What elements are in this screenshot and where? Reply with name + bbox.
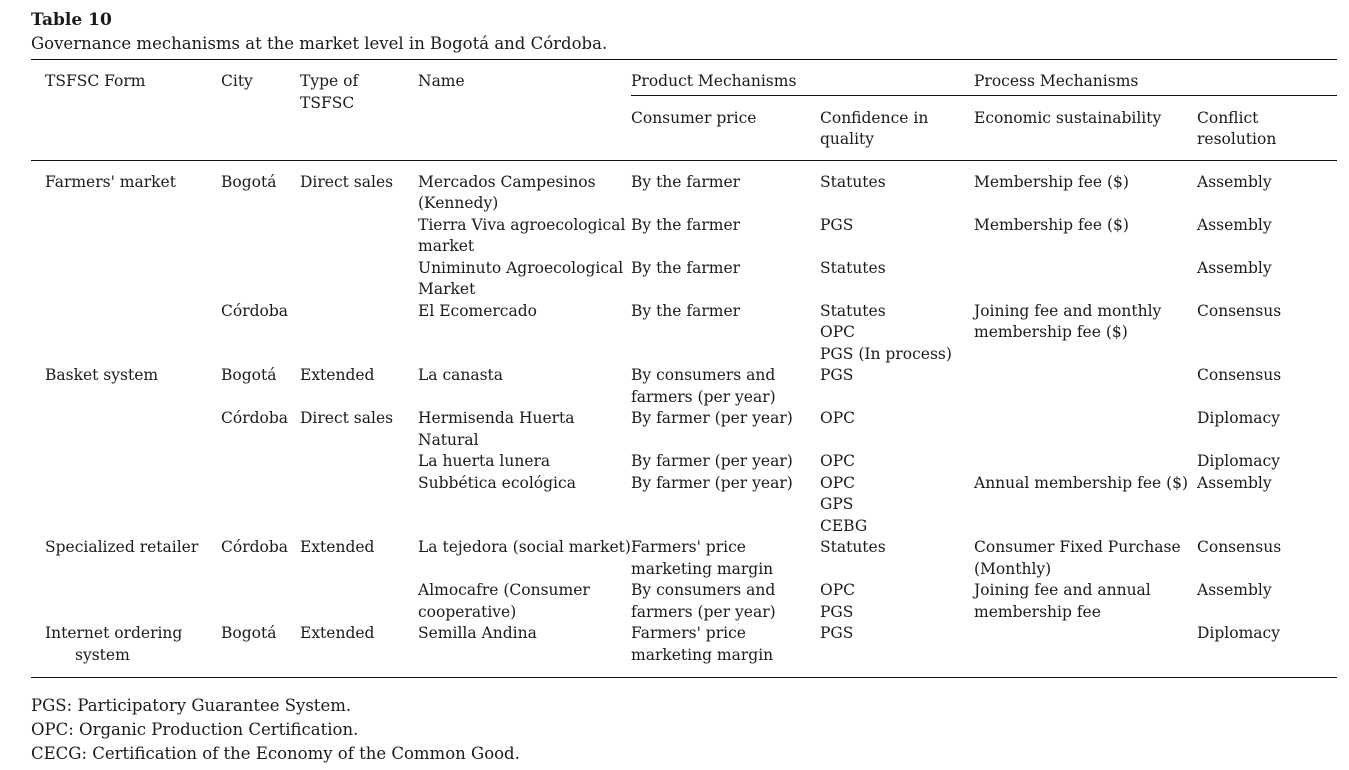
cell-name: Subbética ecológica [418,473,576,492]
cell-type [300,473,418,538]
cell-conflict: Consensus [1197,366,1282,384]
cell-price: By the farmer [631,301,741,320]
cell-price: By consumers and farmers (per year) [631,581,776,621]
table-row [31,160,1337,215]
cell-conflict: Assembly [1197,581,1272,599]
cell-type [300,215,418,258]
cell-econ [974,365,1197,408]
cell-form [31,258,221,301]
header-city: City [221,72,253,90]
cell-name: Mercados Campesinos (Kennedy) [418,172,596,212]
header-tsfsc-form: TSFSC Form [45,72,146,90]
cell-form [31,451,221,473]
cell-quality: OPC GPS CEBG [820,473,868,535]
table-row [31,258,1337,301]
cell-type: Direct sales [300,409,394,427]
cell-name: La huerta lunera [418,452,551,470]
cell-form [31,580,221,623]
cell-econ: Joining fee and annual membership fee [974,581,1151,621]
cell-form [31,473,221,538]
cell-city: Córdoba [221,409,289,427]
header-type: Type of TSFSC [300,72,359,112]
cell-econ: Annual membership fee ($) [974,473,1189,492]
cell-quality: Statutes OPC PGS (In process) [820,301,952,363]
footnote: CECG: Certification of the Economy of the Common Good. [31,744,520,763]
cell-quality: PGS [820,366,854,384]
cell-quality: Statutes [820,258,886,277]
footnote: OPC: Organic Production Certification. [31,720,359,739]
cell-city [221,215,300,258]
header-product-mechanisms: Product Mechanisms [631,60,974,96]
cell-conflict: Consensus [1197,538,1282,556]
governance-table [31,59,1337,678]
cell-name: Semilla Andina [418,624,537,642]
cell-price: By the farmer [631,215,741,234]
cell-conflict: Diplomacy [1197,624,1280,642]
cell-type: Extended [300,366,375,384]
cell-econ [974,258,1197,301]
cell-econ [974,408,1197,451]
cell-form: Specialized retailer [45,538,199,556]
cell-price: By farmer (per year) [631,409,793,427]
table-label: Table 10 [31,10,112,30]
cell-form [31,215,221,258]
cell-city: Bogotá [221,624,277,642]
header-row-1 [31,60,1337,96]
footnote: PGS: Participatory Guarantee System. [31,696,352,715]
cell-form: Farmers' market [45,172,176,191]
cell-quality: OPC [820,452,855,470]
cell-form [31,301,221,366]
cell-city: Bogotá [221,172,277,191]
table-row [31,537,1337,580]
cell-price: By consumers and farmers (per year) [631,366,776,406]
cell-quality: PGS [820,624,854,642]
cell-name: El Ecomercado [418,301,537,320]
cell-name: La canasta [418,366,504,384]
cell-econ: Membership fee ($) [974,172,1129,191]
cell-conflict: Assembly [1197,215,1272,234]
cell-type [300,451,418,473]
cell-city [221,451,300,473]
cell-form: Basket system [45,366,159,384]
cell-econ [974,451,1197,473]
cell-conflict: Consensus [1197,301,1282,320]
cell-city [221,473,300,538]
cell-conflict: Diplomacy [1197,409,1280,427]
table-caption: Governance mechanisms at the market level in Bogotá and Córdoba. [31,34,608,53]
table-row [31,473,1337,538]
cell-name: Uniminuto Agroecological Market [418,258,624,298]
header-economic-sustainability: Economic sustainability [974,108,1162,127]
header-confidence-quality: Confidence in quality [820,108,929,148]
table-footnotes [31,694,520,766]
table-row [31,301,1337,366]
cell-form: Internet ordering system [45,624,183,664]
table-row [31,215,1337,258]
table-row [31,451,1337,473]
header-name: Name [418,72,465,90]
cell-type: Extended [300,624,375,642]
cell-price: By farmer (per year) [631,473,793,492]
header-process-mechanisms: Process Mechanisms [974,60,1337,96]
cell-name: Hermisenda Huerta Natural [418,409,575,449]
cell-type [300,580,418,623]
cell-type: Direct sales [300,172,394,191]
cell-price: By the farmer [631,172,741,191]
cell-econ [974,623,1197,678]
cell-quality: OPC [820,409,855,427]
cell-econ: Consumer Fixed Purchase (Monthly) [974,538,1181,578]
cell-quality: OPC PGS [820,581,855,621]
cell-conflict: Diplomacy [1197,452,1280,470]
table-row [31,365,1337,408]
cell-price: By farmer (per year) [631,452,793,470]
cell-name: Almocafre (Consumer cooperative) [418,581,590,621]
cell-price: Farmers' price marketing margin [631,624,774,664]
table-row [31,623,1337,678]
header-conflict-resolution: Conflict resolution [1197,108,1277,148]
cell-conflict: Assembly [1197,258,1272,277]
cell-form [31,408,221,451]
cell-conflict: Assembly [1197,172,1272,191]
header-consumer-price: Consumer price [631,108,757,127]
table-row [31,580,1337,623]
cell-city [221,580,300,623]
cell-city: Bogotá [221,366,277,384]
cell-quality: Statutes [820,172,886,191]
cell-price: Farmers' price marketing margin [631,538,774,578]
cell-city: Córdoba [221,538,289,556]
cell-type [300,258,418,301]
cell-type [300,301,418,366]
table-row [31,408,1337,451]
cell-econ: Joining fee and monthly membership fee ($) [974,301,1162,341]
cell-type: Extended [300,538,375,556]
cell-conflict: Assembly [1197,473,1272,492]
cell-name: La tejedora (social market) [418,538,631,556]
cell-econ: Membership fee ($) [974,215,1129,234]
cell-city: Córdoba [221,301,289,320]
cell-price: By the farmer [631,258,741,277]
cell-name: Tierra Viva agroecological market [418,215,626,255]
cell-quality: Statutes [820,538,886,556]
cell-city [221,258,300,301]
cell-quality: PGS [820,215,854,234]
